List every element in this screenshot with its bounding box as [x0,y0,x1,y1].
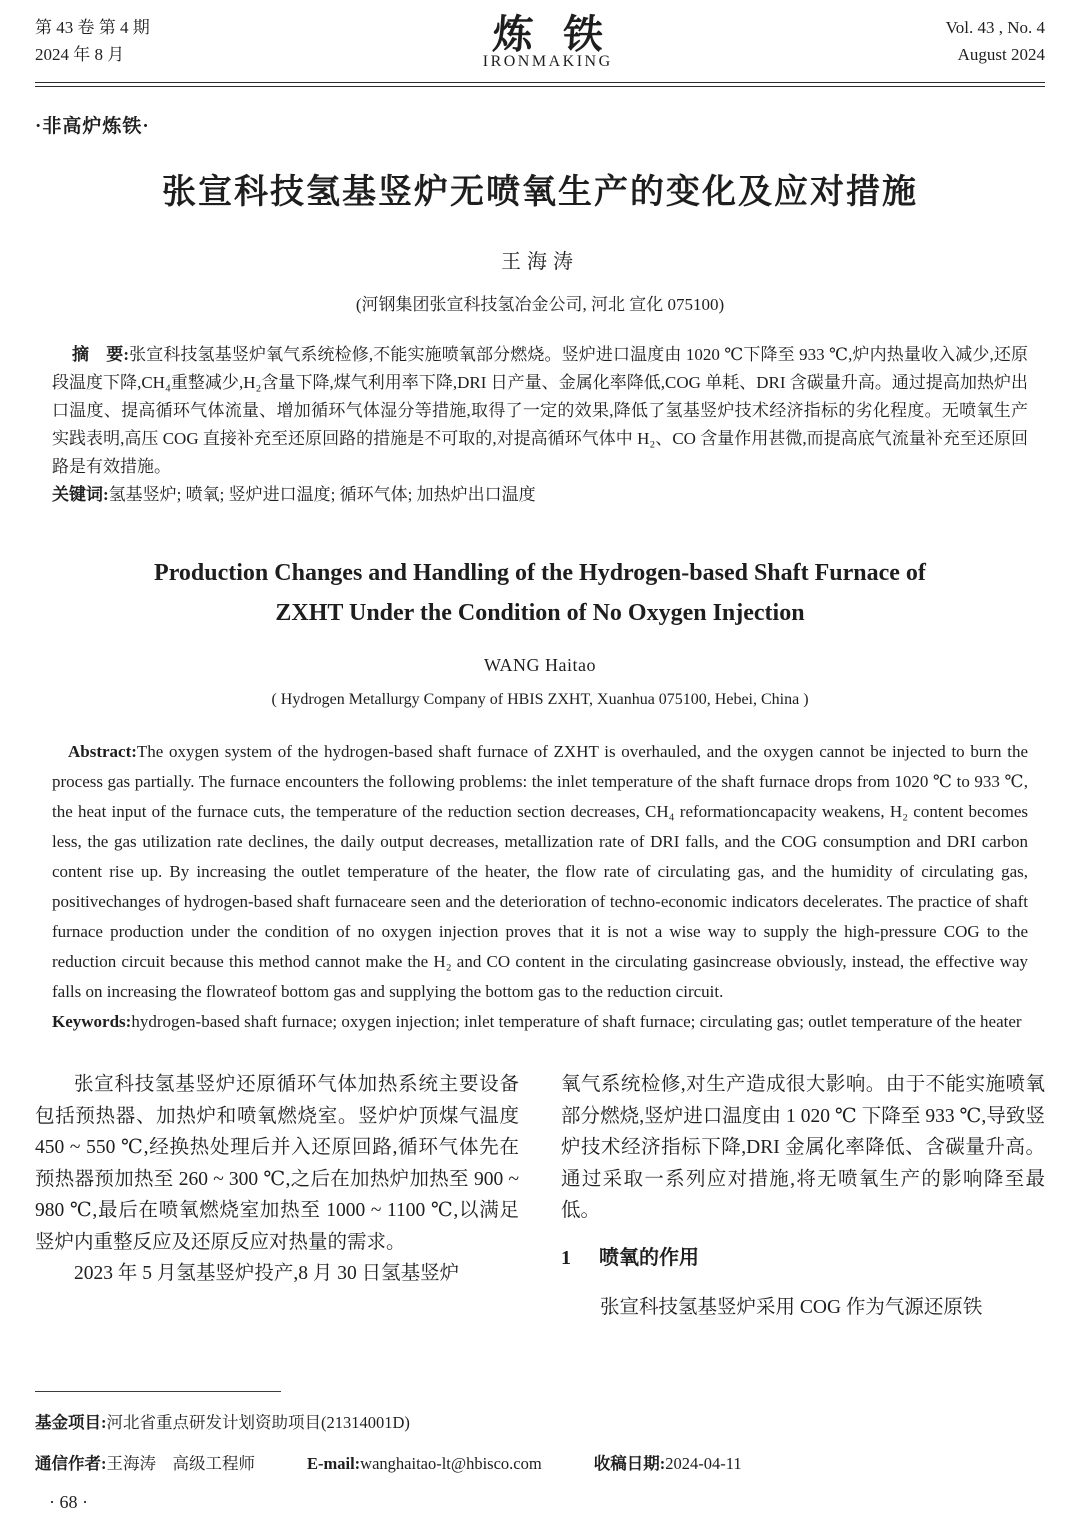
date-en: August 2024 [957,45,1045,64]
article-affiliation-cn: (河钢集团张宣科技氢冶金公司, 河北 宣化 075100) [355,295,725,314]
fund-project-text: 河北省重点研发计划资助项目(21314001D) [106,1413,410,1432]
date-cn: 2024 年 8 月 [35,45,125,64]
abstract-cn-label: 摘 要: [72,345,130,364]
article-title-en-line2: ZXHT Under the Condition of No Oxygen Injection [275,600,805,626]
article-title-cn: 张宣科技氢基竖炉无喷氧生产的变化及应对措施 [162,174,918,211]
article-author-cn: 王海涛 [501,251,579,273]
fund-project-label: 基金项目: [35,1413,107,1432]
abstract-en-text: The oxygen system of the hydrogen-based shaft furnace of ZXHT is overhauled, and the oxygen cannot be injected to burn the process gas partially. The furnace encounters the following problems: the inlet temperature of the shaft furnace drops from 1020 ℃ to 933 ℃, the heat input of the furnace cuts, the temperature of the reduction section decreases, CH₄ reformationcapacity weakens, H₂ content becomes less, the gas utilization rate declines, the daily output decreases, metallization rate of DRI falls, and the COG consumption and DRI carbon content rise up. By increasing the outlet temperature of the heater, the flow rate of circulating gas, and the humidity of circulating gas, positivechanges of hydrogen-based shaft furnaceare seen and the deterioration of techno-economic indicators decelerates. The practice of shaft furnace production under the condition of no oxygen injection proves that it is not a wise way to supply the high-pressure COG to the reduction circuit because this method cannot make the H₂ and CO content in the circulating gasincrease obviously, instead, the effective way falls on increasing the flowrateof bottom gas and supplying the bottom gas to the reduction circuit. [52,742,1028,1001]
body-right-column [561,1069,1045,1324]
body-columns [35,1069,1045,1324]
masthead-volume-issue-en [946,14,1045,68]
body-left-paragraph-1: 张宣科技氢基竖炉还原循环气体加热系统主要设备包括预热器、加热炉和喷氧燃烧室。竖炉炉顶煤气温度 450 ~ 550 ℃,经换热处理后并入还原回路,循环气体先在预热器预加热至 260 ~ 300 ℃,之后在加热炉加热至 900 ~ 980 ℃,最后在喷氧燃烧室加热至 1000 ~ 1100 ℃,以满足竖炉内重整反应及还原反应对热量的需求。 [35,1074,519,1253]
journal-logo-cn: 炼铁 [491,12,635,57]
article-author-en: WANG Haitao [484,655,596,675]
abstract-en-block [52,737,1028,1037]
journal-logo-en: IRONMAKING [482,53,613,70]
keywords-en-text: hydrogen-based shaft furnace; oxygen injection; inlet temperature of shaft furnace; circulating gas; outlet temperature of the heater [131,1012,1022,1031]
article-affiliation-en: ( Hydrogen Metallurgy Company of HBIS ZXHT, Xuanhua 075100, Hebei, China ) [271,691,809,708]
corresponding-author-line [35,1450,1045,1474]
body-right-paragraph-2: 张宣科技氢基竖炉采用 COG 作为气源还原铁 [600,1297,983,1318]
keywords-en-label: Keywords: [52,1012,132,1031]
volume-issue-cn: 第 43 卷 第 4 期 [35,18,150,37]
received-date-text: 2024-04-11 [665,1454,742,1473]
article-title-en [35,553,1045,633]
received-date-label: 收稿日期: [593,1454,666,1473]
fund-project-line [35,1409,1045,1433]
journal-masthead [35,14,1045,74]
page-number: · 68 · [49,1492,88,1512]
body-right-paragraph-1: 氧气系统检修,对生产造成很大影响。由于不能实施喷氧部分燃烧,竖炉进口温度由 1 020 ℃ 下降至 933 ℃,导致竖炉技术经济指标下降,DRI 金属化率降低、含碳量升高。通过采取一系列应对措施,将无喷氧生产的影响降至最低。 [561,1074,1045,1221]
abstract-cn-block [52,341,1028,509]
abstract-cn-text: 张宣科技氢基竖炉氧气系统检修,不能实施喷氧部分燃烧。竖炉进口温度由 1020 ℃下降至 933 ℃,炉内热量收入减少,还原段温度下降,CH₄重整减少,H₂含量下降,煤气利用率下降,DRI 日产量、金属化率降低,COG 单耗、DRI 含碳量升高。通过提高加热炉出口温度、提高循环气体流量、增加循环气体湿分等措施,取得了一定的效果,降低了氢基竖炉技术经济指标的劣化程度。无喷氧生产实践表明,高压 COG 直接补充至还原回路的措施是不可取的,对提高循环气体中 H₂、CO 含量作用甚微,而提高底气流量补充至还原回路是有效措施。 [52,345,1028,476]
email-label: E-mail: [307,1454,361,1473]
section-1-number: 1 [561,1246,571,1269]
footnote-area [35,1391,1045,1513]
keywords-en-paragraph [52,1007,1028,1037]
section-1-title: 喷氧的作用 [599,1246,699,1269]
masthead-volume-issue-cn [35,14,150,68]
section-1-heading [561,1243,1045,1275]
corresponding-author-text: 王海涛 高级工程师 [106,1454,255,1473]
corresponding-author-label: 通信作者: [35,1454,107,1473]
email-text: wanghaitao-lt@hbisco.com [360,1454,542,1473]
body-left-paragraph-2: 2023 年 5 月氢基竖炉投产,8 月 30 日氢基竖炉 [74,1263,460,1284]
volume-issue-en: Vol. 43 , No. 4 [945,18,1045,37]
footnote-separator-rule [35,1391,281,1392]
abstract-cn-paragraph [52,341,1028,481]
column-section-label: ·非高炉炼铁· [35,116,150,137]
body-left-column [35,1069,519,1324]
abstract-en-label: Abstract: [68,742,137,761]
keywords-cn-text: 氢基竖炉; 喷氧; 竖炉进口温度; 循环气体; 加热炉出口温度 [108,485,536,504]
masthead-journal-title [150,14,946,71]
article-title-en-line1: Production Changes and Handling of the Hydrogen-based Shaft Furnace of [154,560,926,586]
masthead-double-rule [35,82,1045,87]
keywords-cn-label: 关键词: [52,485,109,504]
abstract-en-paragraph [52,737,1028,1007]
keywords-cn-paragraph [52,481,1028,509]
